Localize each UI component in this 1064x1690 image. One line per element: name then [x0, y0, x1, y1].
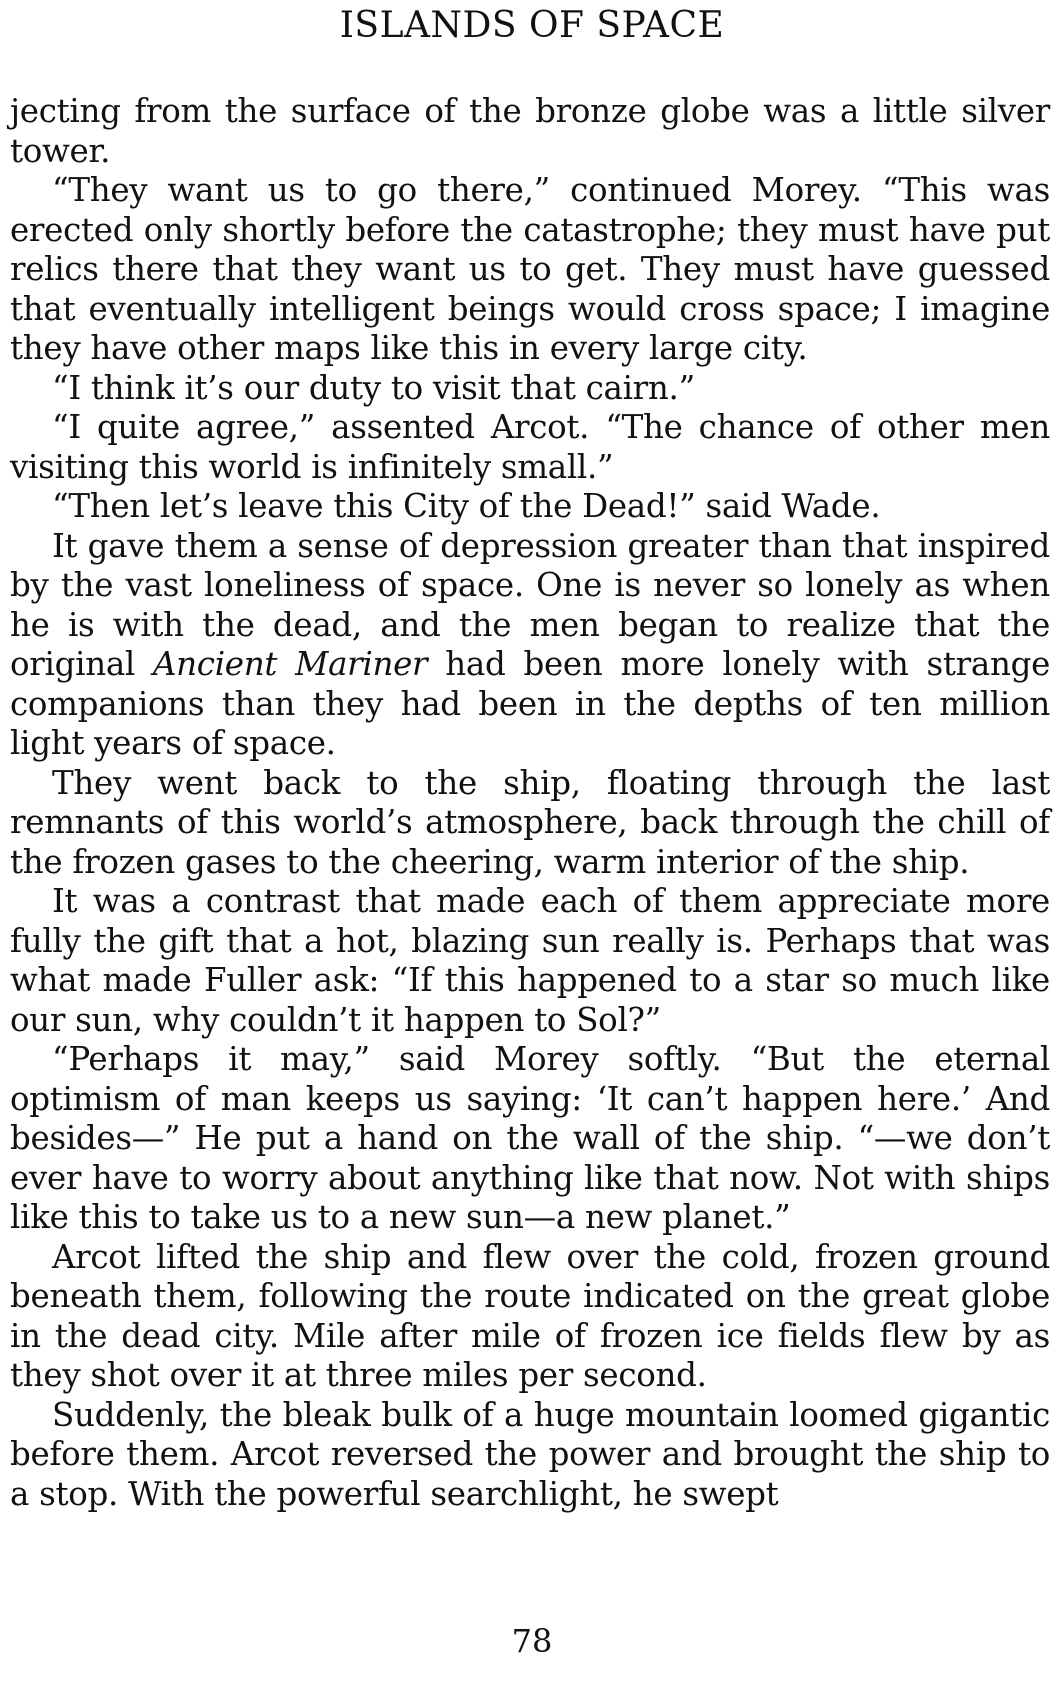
italic-title: Ancient Mariner — [153, 645, 428, 683]
paragraph: Arcot lifted the ship and flew over the cold, frozen ground beneath them, following the route indicated on the great globe in the dead city. Mile after mile of frozen ice fields flew by as they shot over it at three miles per second. — [10, 1237, 1050, 1394]
paragraph-text: had been more lonely with strange companions than they had been in the depths of ten million light years of space. — [10, 645, 1051, 762]
paragraph — [10, 527, 1050, 764]
paragraph: “I quite agree,” assented Arcot. “The chance of other men visiting this world is infinitely small.” — [10, 408, 1050, 486]
paragraph: “They want us to go there,” continued Morey. “This was erected only shortly before the catastrophe; they must have put relics there that they want us to get. They must have guessed that eventually intelligent beings would cross space; I imagine they have other maps like this in every large city. — [10, 171, 1050, 367]
paragraph-text: It gave them a sense of depression greater than that inspired by the vast loneliness of space. One is never so lonely as when he is with the dead, and the men began to realize that the original — [10, 526, 1050, 683]
paragraph: It was a contrast that made each of them appreciate more fully the gift that a hot, blazing sun really is. Perhaps that was what made Fuller ask: “If this happened to a star so much like our sun, why couldn’t it happen to Sol?” — [10, 882, 1050, 1039]
paragraph: “Perhaps it may,” said Morey softly. “But the eternal optimism of man keeps us saying: ‘It can’t happen here.’ And besides—” He put a hand on the wall of the ship. “—we don’t ever have to worry about anything like that now. Not with ships like this to take us to a new sun—a new planet.” — [10, 1040, 1050, 1236]
paragraph: jecting from the surface of the bronze globe was a little silver tower. — [10, 92, 1050, 170]
paragraph: Suddenly, the bleak bulk of a huge mountain loomed gigantic before them. Arcot reversed the power and brought the ship to a stop. With the powerful searchlight, he swept — [10, 1395, 1050, 1513]
running-title: ISLANDS OF SPACE — [339, 5, 725, 46]
body-text — [10, 92, 1050, 1514]
paragraph: “I think it’s our duty to visit that cairn.” — [52, 368, 695, 407]
page-number: 78 — [511, 1622, 553, 1660]
paragraph: They went back to the ship, floating through the last remnants of this world’s atmosphere, back through the chill of the frozen gases to the cheering, warm interior of the ship. — [10, 763, 1050, 881]
paragraph: “Then let’s leave this City of the Dead!” said Wade. — [52, 487, 881, 525]
